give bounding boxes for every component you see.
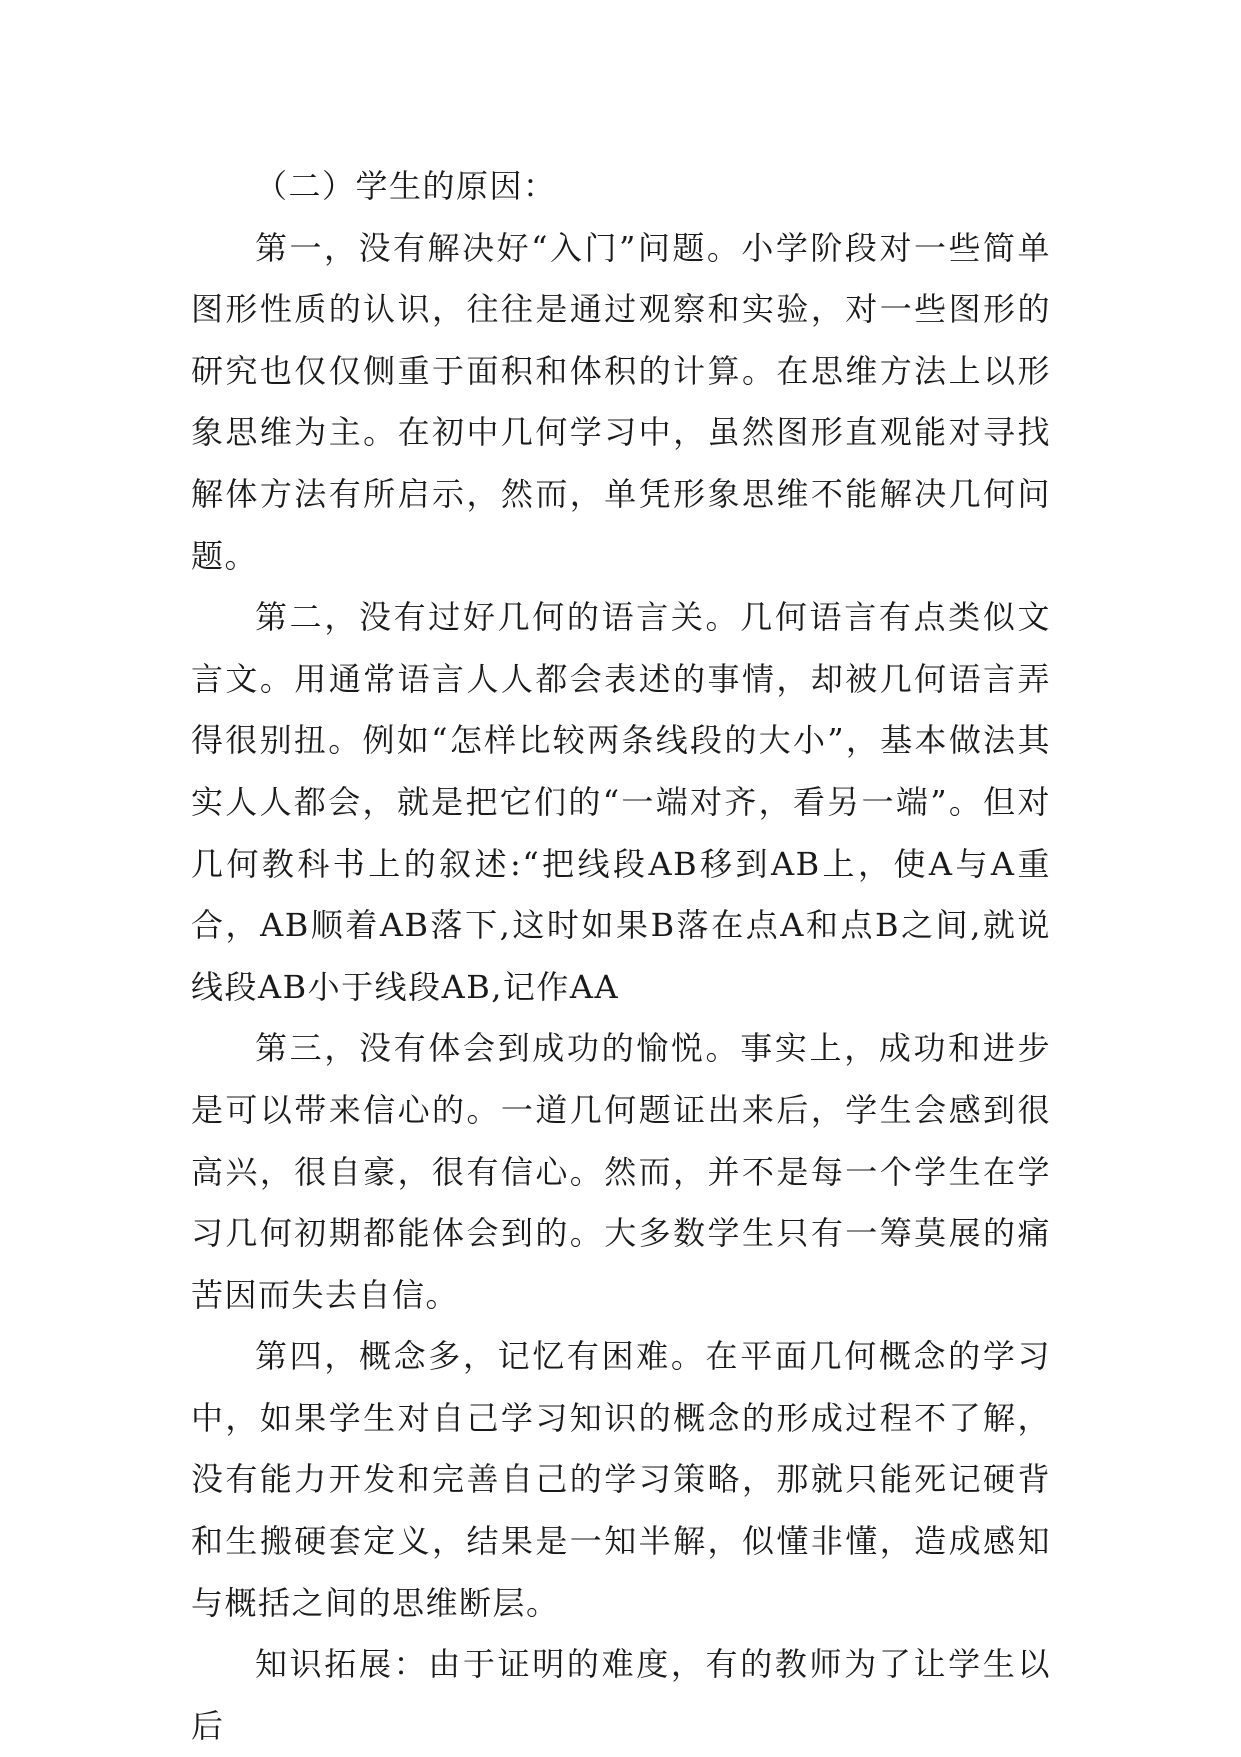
paragraph-2: 第二，没有过好几何的语言关。几何语言有点类似文言文。用通常语言人人都会表述的事情，却被几何语言弄得很别扭。例如“怎样比较两条线段的大小”，基本做法其实人人都会，就是把它们的“一端对齐，看另一端”。但对几何教科书上的叙述:“把线段AB移到AB上，使A与A重合，AB顺着AB落下,这时如果B落在点A和点B之间,就说线段AB小于线段AB,记作AA bbox=[191, 598, 1051, 1006]
paragraph-3: 第三，没有体会到成功的愉悦。事实上，成功和进步是可以带来信心的。一道几何题证出来后，学生会感到很高兴，很自豪，很有信心。然而，并不是每一个学生在学习几何初期都能体会到的。大多数学生只有一筹莫展的痛苦因而失去自信。 bbox=[191, 1029, 1051, 1314]
paragraph-4: 第四，概念多，记忆有困难。在平面几何概念的学习中，如果学生对自己学习知识的概念的形成过程不了解，没有能力开发和完善自己的学习策略，那就只能死记硬背和生搬硬套定义，结果是一知半解，似懂非懂，造成感知与概括之间的思维断层。 bbox=[191, 1337, 1051, 1622]
paragraph-1: 第一，没有解决好“入门”问题。小学阶段对一些简单图形性质的认识，往往是通过观察和实验，对一些图形的研究也仅仅侧重于面积和体积的计算。在思维方法上以形象思维为主。在初中几何学习中，虽然图形直观能对寻找解体方法有所启示，然而，单凭形象思维不能解决几何问题。 bbox=[191, 228, 1051, 575]
section-heading: （二）学生的原因： bbox=[255, 167, 557, 205]
paragraph-5: 知识拓展：由于证明的难度，有的教师为了让学生以后 bbox=[191, 1645, 1051, 1745]
document-body bbox=[191, 156, 1051, 1757]
